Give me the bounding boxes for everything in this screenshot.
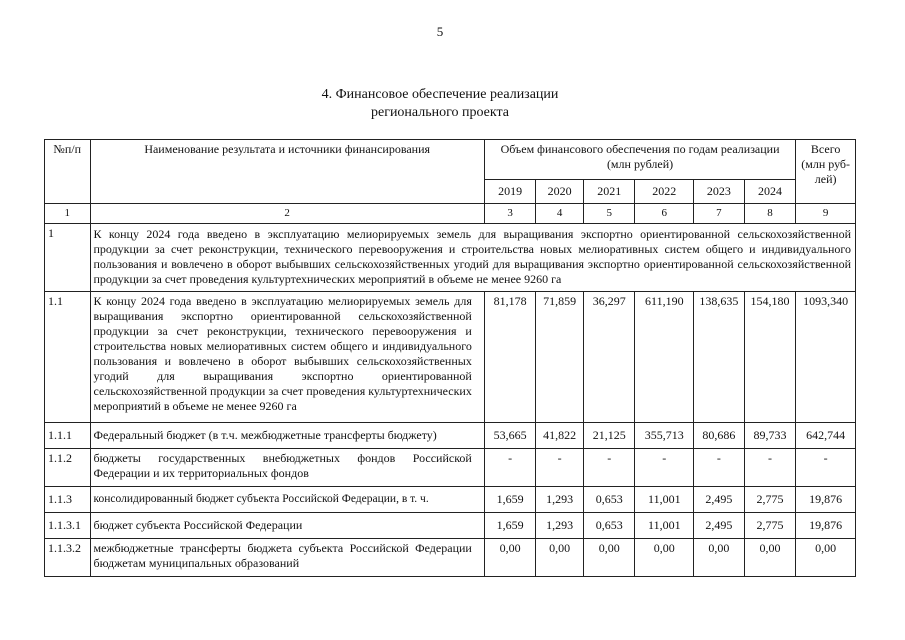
row-value: 355,713 [635,423,694,449]
row-value: 2,775 [744,513,796,539]
row-total: 19,876 [796,513,856,539]
row-value: 2,775 [744,487,796,513]
row-num: 1.1.3.2 [45,539,91,577]
row-total: 1093,340 [796,292,856,423]
row-value: 154,180 [744,292,796,423]
row-value: 1,659 [484,487,536,513]
row-value: 0,00 [583,539,635,577]
row-value: 611,190 [635,292,694,423]
header-year: 2019 [484,180,536,204]
row-value: 36,297 [583,292,635,423]
financing-table [44,139,856,577]
row-value: 0,653 [583,487,635,513]
row-value: 11,001 [635,513,694,539]
row-value: 0,00 [694,539,745,577]
row-value: 0,00 [635,539,694,577]
header-volume: Объем финансового обеспечения по годам реализации (млн рублей) [484,140,795,180]
column-index: 1 [45,204,91,224]
section-title-line-2: регионального проекта [370,105,510,120]
row-value: 138,635 [694,292,745,423]
column-index: 3 [484,204,536,224]
header-year: 2022 [635,180,694,204]
row-name: К концу 2024 года введено в эксплуатацию мелиорируемых земель для выращивания экспортно ориентированной сельскохозяйственной продукции за счет реконструкции, технического перевооружения и строительства новых мелиоративных систем общего и индивидуального пользования и вовлечено в оборот выбывших сельскохозяйственных угодий для выращивания экспортно ориентированной сельскохозяйственной продукции за счет проведения культуртехнических мероприятий в объеме не менее 9260 га [90,292,484,423]
column-index: 4 [536,204,584,224]
column-index: 6 [635,204,694,224]
row-value: 71,859 [536,292,584,423]
row-value: 21,125 [583,423,635,449]
row-name: консолидированный бюджет субъекта Российской Федерации, в т. ч. [90,487,484,513]
result-row [45,224,856,292]
row-value: - [484,449,536,487]
row-value: 2,495 [694,513,745,539]
row-value: - [583,449,635,487]
column-index: 9 [796,204,856,224]
row-name: межбюджетные трансферты бюджета субъекта Российской Федерации бюджетам муниципальных образований [90,539,484,577]
table-row [45,292,856,423]
row-num: 1.1.3.1 [45,513,91,539]
column-index: 5 [583,204,635,224]
row-num: 1 [45,224,91,292]
row-num: 1.1 [45,292,91,423]
row-value: 0,00 [536,539,584,577]
row-total: - [796,449,856,487]
row-value: - [744,449,796,487]
row-value: 0,00 [484,539,536,577]
section-title [0,86,880,122]
row-total: 0,00 [796,539,856,577]
row-value: - [694,449,745,487]
result-description: К концу 2024 года введено в эксплуатацию мелиорируемых земель для выращивания экспортно ориентированной сельскохозяйственной продукции за счет реконструкции, технического перевооружения и строительства новых мелиоративных систем общего и индивидуального пользования и вовлечено в оборот выбывших сельскохозяйственных угодий для выращивания экспортно ориентированной сельскохозяйственной продукции за счет проведения культуртехнических мероприятий в объеме не менее 9260 га [90,224,856,292]
row-value: - [536,449,584,487]
row-value: 0,653 [583,513,635,539]
table-row [45,423,856,449]
table-header [45,140,856,224]
row-num: 1.1.2 [45,449,91,487]
row-value: 80,686 [694,423,745,449]
row-value: 1,293 [536,487,584,513]
row-value: 1,293 [536,513,584,539]
row-total: 642,744 [796,423,856,449]
header-year: 2020 [536,180,584,204]
header-total: Всего (млн руб-лей) [796,140,856,204]
table-row [45,539,856,577]
row-name: бюджеты государственных внебюджетных фондов Российской Федерации и их территориальных фондов [90,449,484,487]
page-number: 5 [436,24,444,39]
row-num: 1.1.1 [45,423,91,449]
row-value: 53,665 [484,423,536,449]
row-value: 1,659 [484,513,536,539]
table-row [45,513,856,539]
table-row [45,487,856,513]
table-body [45,224,856,577]
row-value: 2,495 [694,487,745,513]
row-value: 11,001 [635,487,694,513]
row-num: 1.1.3 [45,487,91,513]
column-index: 7 [694,204,745,224]
header-year: 2021 [583,180,635,204]
header-name: Наименование результата и источники финансирования [90,140,484,204]
row-value: - [635,449,694,487]
row-value: 0,00 [744,539,796,577]
row-value: 89,733 [744,423,796,449]
header-num: №п/п [45,140,91,204]
row-name: бюджет субъекта Российской Федерации [90,513,484,539]
table-row [45,449,856,487]
row-name: Федеральный бюджет (в т.ч. межбюджетные трансферты бюджету) [90,423,484,449]
section-title-line-1: 4. Финансовое обеспечение реализации [321,87,559,102]
header-year: 2023 [694,180,745,204]
column-index: 8 [744,204,796,224]
row-value: 41,822 [536,423,584,449]
header-year: 2024 [744,180,796,204]
row-value: 81,178 [484,292,536,423]
column-index: 2 [90,204,484,224]
row-total: 19,876 [796,487,856,513]
